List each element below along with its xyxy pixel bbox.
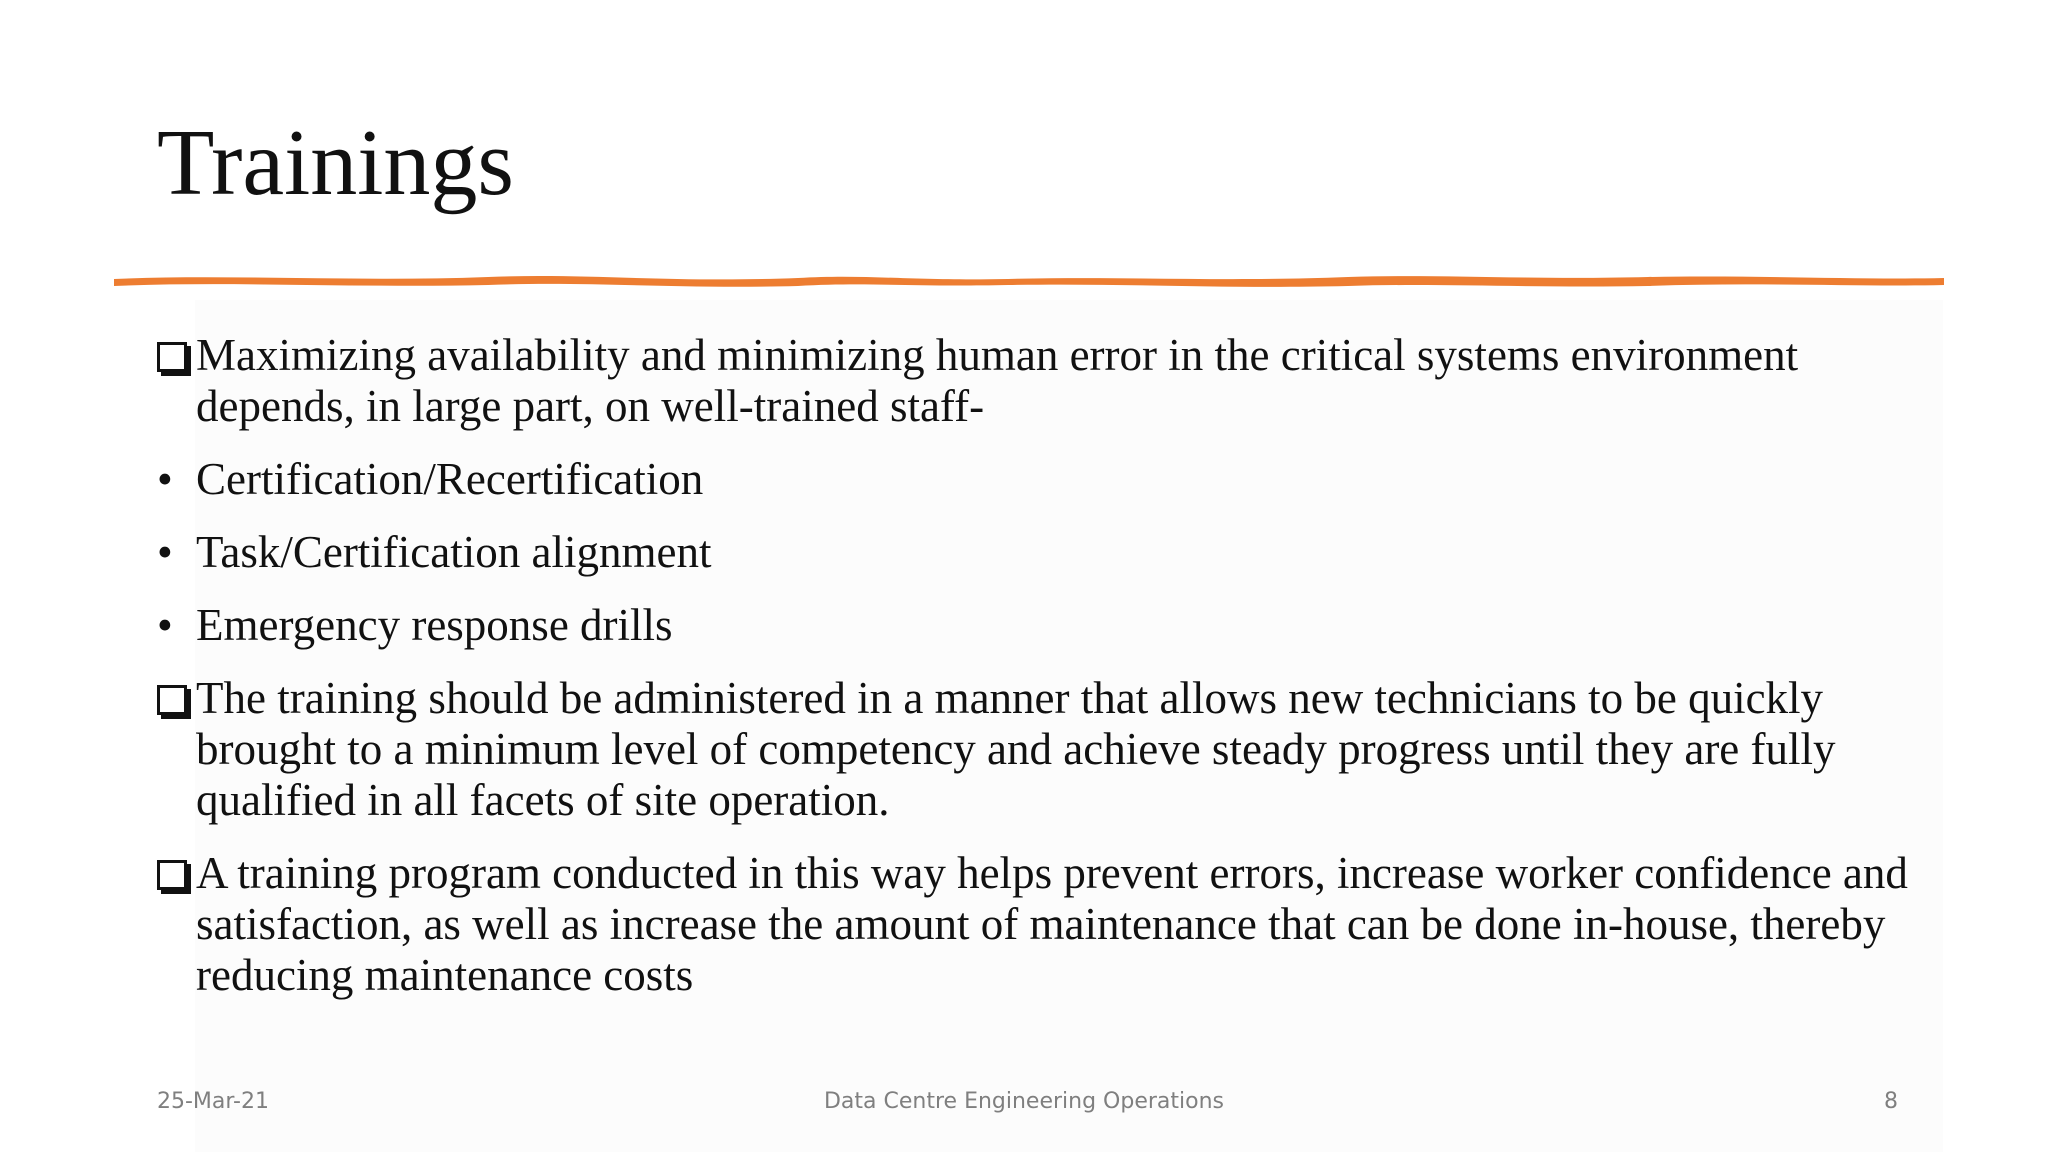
list-item [157, 848, 1957, 1001]
list-item-text: Maximizing availability and minimizing human error in the critical systems environment depends, in large part, on well-trained staff- [196, 330, 1799, 431]
checkbox-bullet-icon [157, 860, 187, 890]
bullet-dot: • [157, 527, 173, 577]
list-item [157, 454, 1957, 505]
list-item-text: The training should be administered in a manner that allows new technicians to be quickly brought to a minimum level of competency and achieve steady progress until they are fully qualified in all facets of site operation. [196, 673, 1836, 825]
list-item [157, 330, 1957, 432]
list-item-text: A training program conducted in this way helps prevent errors, increase worker confidence and satisfaction, as well as increase the amount of maintenance that can be done in-house, thereby reducing maintenance costs [196, 848, 1908, 1000]
list-item [157, 527, 1957, 578]
footer-date: 25-Mar-21 [157, 1089, 269, 1114]
list-item [157, 600, 1957, 651]
footer-page-number: 8 [1884, 1089, 1898, 1114]
slide-title: Trainings [157, 111, 514, 215]
bullet-list [157, 330, 1957, 1001]
checkbox-bullet-icon [157, 685, 187, 715]
bullet-dot: • [157, 600, 173, 650]
list-item-text: Task/Certification alignment [196, 527, 712, 577]
bullet-dot: • [157, 454, 173, 504]
footer-title: Data Centre Engineering Operations [823, 1089, 1225, 1114]
checkbox-bullet-icon [157, 342, 187, 372]
list-item [157, 673, 1957, 826]
list-item-text: Certification/Recertification [196, 454, 704, 504]
list-item-text: Emergency response drills [196, 600, 673, 650]
orange-divider-brushstroke [108, 270, 1950, 292]
